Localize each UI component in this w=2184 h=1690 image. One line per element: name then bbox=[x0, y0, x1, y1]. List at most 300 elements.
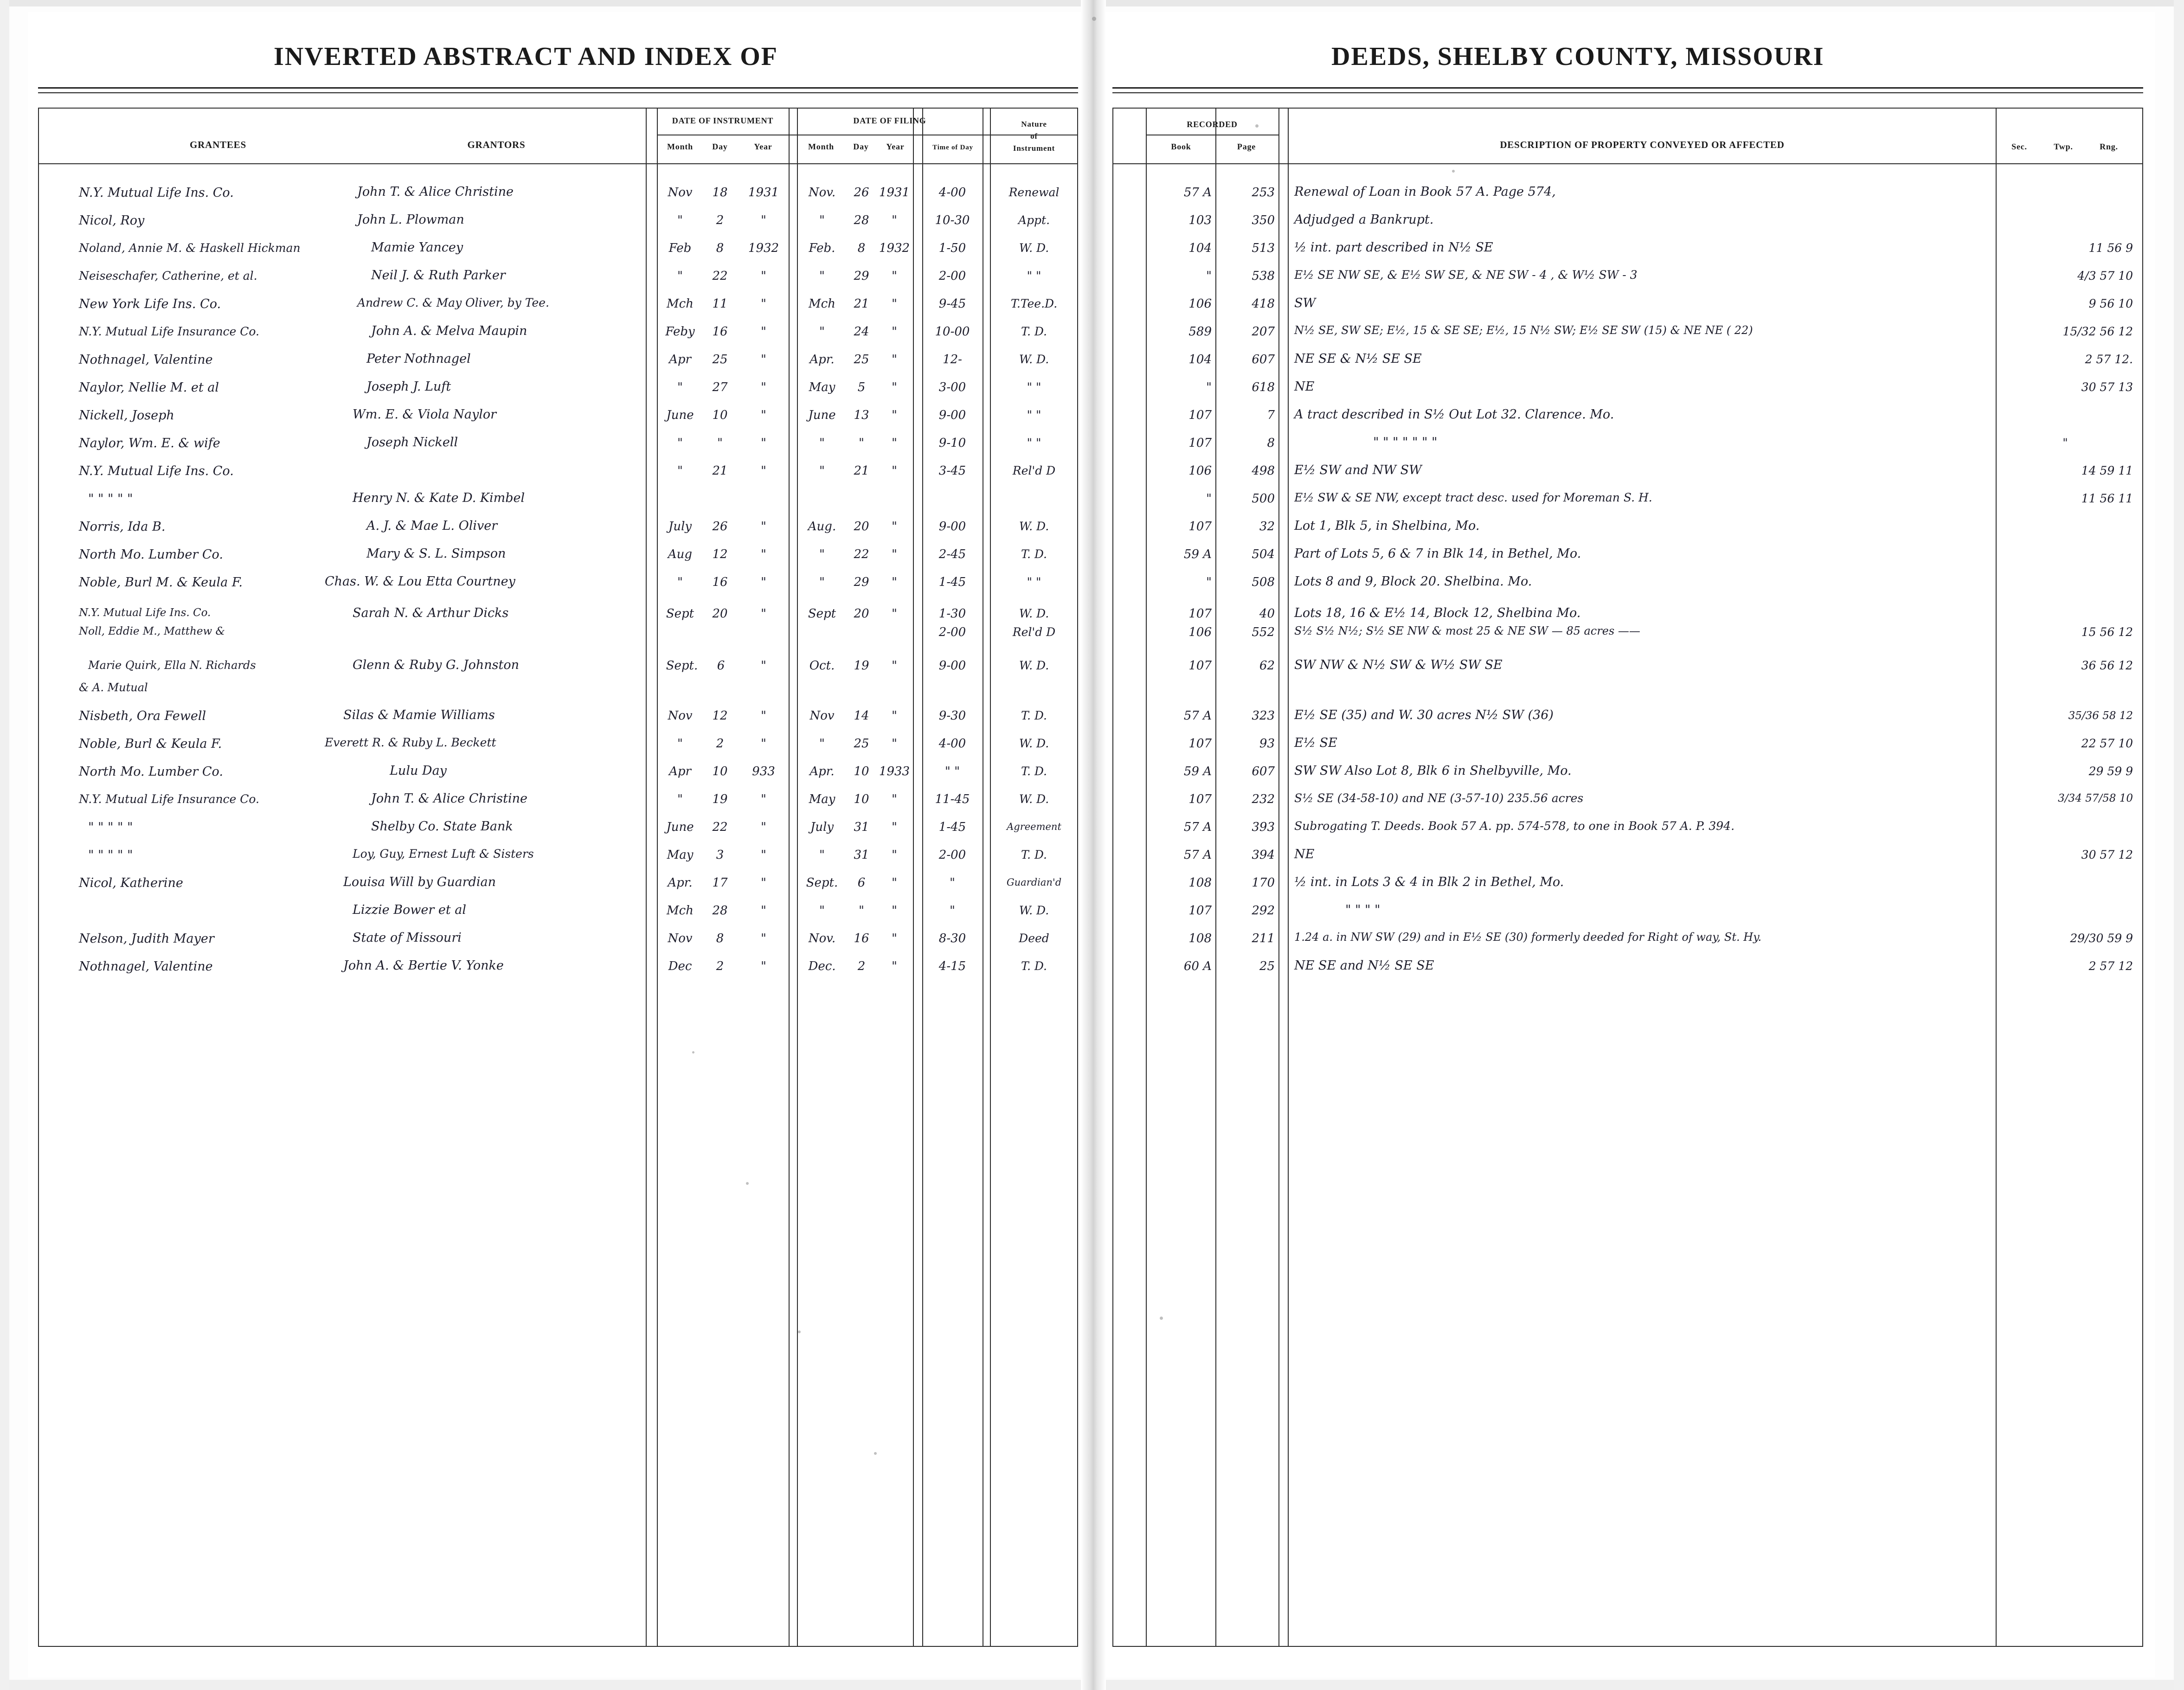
cell-nature: " " bbox=[1027, 269, 1041, 283]
cell-nature: Renewal bbox=[1008, 186, 1060, 199]
cell-description: S½ SE (34-58-10) and NE (3-57-10) 235.56 acres bbox=[1294, 791, 1584, 805]
cell-sec-twp-rng: 14 59 11 bbox=[2081, 464, 2133, 477]
title-rule-left-1 bbox=[38, 87, 1078, 89]
cell-instrument-month: " bbox=[677, 269, 683, 283]
cell-instrument-day: 8 bbox=[716, 932, 724, 945]
cell-nature: T. D. bbox=[1021, 848, 1047, 861]
rule-filing-start bbox=[797, 108, 798, 1647]
cell-instrument-month: Apr. bbox=[668, 876, 693, 890]
cell-filing-day: 8 bbox=[857, 241, 866, 255]
cell-instrument-month: Nov bbox=[668, 709, 693, 723]
cell-instrument-year: " bbox=[761, 408, 766, 422]
cell-book: 106 bbox=[1188, 625, 1212, 639]
cell-instrument-year: " bbox=[761, 932, 766, 945]
cell-filing-month: " bbox=[819, 547, 825, 561]
header-filing-month: Month bbox=[808, 142, 834, 151]
cell-description: N½ SE, SW SE; E½, 15 & SE SE; E½, 15 N½ SW; E½ SE SW (15) & NE NE ( 22) bbox=[1294, 324, 1753, 337]
header-grantees: GRANTEES bbox=[190, 139, 246, 150]
cell-time-of-day: 9-00 bbox=[938, 520, 966, 533]
cell-grantor: Louisa Will by Guardian bbox=[343, 875, 496, 889]
rule-right-header-bottom bbox=[1113, 163, 2142, 164]
cell-filing-day: " bbox=[859, 904, 864, 918]
cell-page: 211 bbox=[1252, 932, 1275, 945]
scan-edge-left bbox=[0, 0, 9, 1690]
cell-instrument-day: " bbox=[717, 436, 723, 450]
cell-instrument-month: Sept. bbox=[666, 659, 698, 673]
cell-description: NE SE & N½ SE SE bbox=[1294, 352, 1422, 366]
cell-grantor: Mamie Yancey bbox=[371, 240, 463, 255]
cell-filing-day: 10 bbox=[854, 765, 869, 778]
rule-description-start bbox=[1288, 108, 1289, 1647]
cell-sec-twp-rng: 22 57 10 bbox=[2081, 737, 2133, 750]
cell-instrument-year: " bbox=[761, 436, 766, 450]
cell-instrument-year: " bbox=[761, 709, 766, 723]
header-date-of-filing: DATE OF FILING bbox=[853, 116, 926, 125]
cell-grantee: Naylor, Nellie M. et al bbox=[79, 380, 219, 395]
cell-page: 323 bbox=[1252, 709, 1275, 723]
cell-page: 25 bbox=[1259, 959, 1275, 973]
cell-book: 106 bbox=[1188, 464, 1212, 478]
cell-sec-twp-rng: 36 56 12 bbox=[2081, 659, 2133, 672]
cell-book: 57 A bbox=[1183, 820, 1212, 834]
cell-filing-month: Aug. bbox=[808, 520, 836, 533]
cell-filing-year: " bbox=[892, 820, 897, 834]
cell-filing-month: May bbox=[809, 380, 835, 394]
cell-nature: T. D. bbox=[1021, 765, 1047, 778]
cell-instrument-month: Feby bbox=[665, 325, 695, 339]
cell-description: E½ SE (35) and W. 30 acres N½ SW (36) bbox=[1294, 708, 1554, 722]
cell-description: NE bbox=[1294, 847, 1315, 861]
cell-instrument-month: Nov bbox=[668, 932, 693, 945]
cell-nature: Appt. bbox=[1018, 213, 1050, 227]
cell-instrument-month: " bbox=[677, 737, 683, 751]
cell-filing-month: " bbox=[819, 575, 825, 589]
cell-time-of-day: " bbox=[950, 876, 955, 890]
cell-instrument-month: " bbox=[677, 213, 683, 227]
cell-description: " " " " bbox=[1345, 903, 1381, 917]
rule-header-bottom bbox=[39, 163, 1078, 164]
cell-instrument-day: 18 bbox=[712, 186, 728, 199]
cell-grantor: Henry N. & Kate D. Kimbel bbox=[353, 491, 525, 505]
cell-filing-day: 26 bbox=[854, 186, 869, 199]
cell-time-of-day: 4-00 bbox=[938, 186, 966, 199]
cell-instrument-year: " bbox=[761, 792, 766, 806]
cell-filing-month: Nov. bbox=[808, 932, 836, 945]
cell-filing-day: 21 bbox=[854, 464, 869, 478]
cell-grantee: Nothnagel, Valentine bbox=[79, 959, 213, 974]
header-nature-line1: Nature bbox=[1021, 120, 1047, 129]
cell-instrument-day: 2 bbox=[716, 737, 724, 751]
cell-description: Lot 1, Blk 5, in Shelbina, Mo. bbox=[1294, 519, 1480, 533]
cell-filing-year: " bbox=[892, 959, 897, 973]
cell-sec-twp-rng: 30 57 12 bbox=[2081, 848, 2133, 861]
cell-book: 106 bbox=[1188, 297, 1212, 311]
cell-filing-year: 1931 bbox=[879, 186, 910, 199]
cell-filing-day: 14 bbox=[854, 709, 869, 723]
cell-time-of-day: 2-00 bbox=[938, 848, 966, 862]
cell-filing-year: " bbox=[892, 709, 897, 723]
cell-nature: T. D. bbox=[1021, 709, 1047, 722]
cell-nature: W. D. bbox=[1019, 241, 1049, 255]
cell-filing-day: 31 bbox=[854, 820, 869, 834]
cell-filing-day: 13 bbox=[854, 408, 869, 422]
title-rule-right-2 bbox=[1112, 92, 2143, 93]
cell-time-of-day: 4-00 bbox=[938, 737, 966, 751]
cell-grantee: North Mo. Lumber Co. bbox=[79, 765, 223, 779]
cell-book: " bbox=[1206, 380, 1212, 394]
cell-page: 7 bbox=[1267, 408, 1275, 422]
cell-filing-year: 1932 bbox=[879, 241, 910, 255]
cell-instrument-day: 2 bbox=[716, 959, 724, 973]
cell-instrument-month: Sept bbox=[666, 607, 694, 621]
cell-time-of-day: 2-00 bbox=[938, 269, 966, 283]
cell-grantor: Peter Nothnagel bbox=[366, 352, 471, 366]
cell-page: 93 bbox=[1259, 737, 1275, 751]
cell-instrument-year: " bbox=[761, 464, 766, 478]
cell-nature: W. D. bbox=[1019, 904, 1049, 917]
cell-filing-year: " bbox=[892, 575, 897, 589]
cell-description: ½ int. in Lots 3 & 4 in Blk 2 in Bethel, Mo. bbox=[1294, 875, 1564, 889]
cell-nature: Rel'd D bbox=[1012, 464, 1056, 477]
cell-time-of-day: 1-45 bbox=[938, 820, 966, 834]
header-date-of-instrument: DATE OF INSTRUMENT bbox=[672, 116, 774, 125]
cell-instrument-month: " bbox=[677, 792, 683, 806]
cell-sec-twp-rng: 2 57 12. bbox=[2085, 353, 2133, 366]
cell-description: E½ SW & SE NW, except tract desc. used for Moreman S. H. bbox=[1294, 491, 1652, 504]
cell-grantor: Shelby Co. State Bank bbox=[371, 819, 513, 834]
cell-book: 57 A bbox=[1183, 848, 1212, 862]
cell-instrument-day: 22 bbox=[712, 269, 728, 283]
cell-book: 107 bbox=[1188, 607, 1212, 621]
rule-page-end bbox=[1278, 108, 1279, 1647]
header-instrument-day: Day bbox=[712, 142, 728, 151]
cell-nature: T. D. bbox=[1021, 959, 1047, 973]
cell-grantee: Noble, Burl & Keula F. bbox=[79, 737, 222, 751]
cell-instrument-month: Apr bbox=[669, 353, 691, 366]
cell-instrument-day: 28 bbox=[712, 904, 728, 918]
cell-filing-day: 10 bbox=[854, 792, 869, 806]
cell-grantee: Norris, Ida B. bbox=[79, 520, 166, 534]
cell-page: 418 bbox=[1252, 297, 1275, 311]
rule-instrument-end bbox=[789, 108, 790, 1647]
cell-filing-day: 6 bbox=[857, 876, 866, 890]
cell-nature: T. D. bbox=[1021, 325, 1047, 338]
cell-grantee: N.Y. Mutual Life Insurance Co. bbox=[79, 792, 259, 806]
cell-nature: W. D. bbox=[1019, 607, 1049, 620]
cell-filing-year: " bbox=[892, 464, 897, 478]
cell-instrument-month: Dec bbox=[668, 959, 692, 973]
cell-time-of-day: 10-30 bbox=[935, 213, 970, 227]
cell-instrument-year: " bbox=[761, 575, 766, 589]
cell-filing-year: " bbox=[892, 269, 897, 283]
cell-grantee: Nickell, Joseph bbox=[79, 408, 174, 423]
cell-sec-twp-rng: 2 57 12 bbox=[2088, 959, 2133, 973]
cell-book: 104 bbox=[1188, 241, 1212, 255]
cell-page: 500 bbox=[1252, 492, 1275, 506]
cell-filing-year: " bbox=[892, 547, 897, 561]
cell-page: 498 bbox=[1252, 464, 1275, 478]
cell-book: 59 A bbox=[1183, 547, 1212, 561]
cell-sec-twp-rng: 15/32 56 12 bbox=[2062, 325, 2133, 338]
cell-grantor: Lulu Day bbox=[390, 764, 447, 778]
cell-grantor: John T. & Alice Christine bbox=[357, 185, 514, 199]
cell-instrument-year: 1931 bbox=[748, 186, 779, 199]
cell-instrument-day: 26 bbox=[712, 520, 728, 533]
cell-book: " bbox=[1206, 269, 1212, 283]
cell-filing-month: Nov. bbox=[808, 186, 836, 199]
cell-filing-year: " bbox=[892, 792, 897, 806]
cell-instrument-day: 19 bbox=[712, 792, 728, 806]
cell-instrument-day: 27 bbox=[712, 380, 728, 394]
rule-book-end bbox=[1215, 108, 1216, 1647]
cell-filing-month: June bbox=[808, 408, 836, 422]
cell-description: E½ SE bbox=[1294, 736, 1337, 750]
cell-grantee: N.Y. Mutual Life Insurance Co. bbox=[79, 325, 259, 338]
cell-description: " " " " " " " bbox=[1373, 435, 1438, 450]
cell-time-of-day: 9-30 bbox=[938, 709, 966, 723]
cell-filing-day: 29 bbox=[854, 575, 869, 589]
cell-instrument-month: Nov bbox=[668, 186, 693, 199]
cell-description: Renewal of Loan in Book 57 A. Page 574, bbox=[1294, 185, 1556, 199]
cell-page: 393 bbox=[1252, 820, 1275, 834]
cell-sec-twp-rng: " bbox=[2062, 436, 2068, 450]
cell-nature: Agreement bbox=[1007, 821, 1061, 832]
cell-grantor: John A. & Bertie V. Yonke bbox=[343, 958, 504, 973]
cell-grantee: " " " " " bbox=[88, 848, 133, 862]
cell-instrument-year: " bbox=[761, 959, 766, 973]
cell-description: NE SE and N½ SE SE bbox=[1294, 958, 1434, 973]
cell-grantor: State of Missouri bbox=[353, 931, 462, 945]
cell-grantor: Loy, Guy, Ernest Luft & Sisters bbox=[353, 847, 534, 861]
cell-filing-day: " bbox=[859, 436, 864, 450]
cell-page: 607 bbox=[1252, 765, 1275, 778]
cell-filing-month: Sept. bbox=[806, 876, 838, 890]
cell-instrument-day: 16 bbox=[712, 575, 728, 589]
cell-book: 107 bbox=[1188, 737, 1212, 751]
cell-filing-year: " bbox=[892, 607, 897, 621]
cell-grantor: A. J. & Mae L. Oliver bbox=[366, 519, 498, 533]
cell-sec-twp-rng: 4/3 57 10 bbox=[2077, 269, 2133, 283]
cell-instrument-day: 17 bbox=[712, 876, 728, 890]
cell-nature: Deed bbox=[1019, 932, 1049, 945]
cell-sec-twp-rng: 11 56 11 bbox=[2081, 492, 2133, 505]
cell-instrument-month: Feb bbox=[668, 241, 692, 255]
cell-filing-month: Apr. bbox=[809, 353, 835, 366]
cell-page: 207 bbox=[1252, 325, 1275, 339]
cell-sec-twp-rng: 15 56 12 bbox=[2081, 625, 2133, 639]
book-gutter bbox=[1081, 0, 1106, 1690]
cell-book: 108 bbox=[1188, 876, 1212, 890]
cell-filing-month: Feb. bbox=[809, 241, 835, 255]
cell-filing-day: 22 bbox=[854, 547, 869, 561]
cell-page: 618 bbox=[1252, 380, 1275, 394]
cell-book: " bbox=[1206, 575, 1212, 589]
cell-filing-month: Oct. bbox=[809, 659, 835, 673]
cell-time-of-day: 9-00 bbox=[938, 408, 966, 422]
cell-time-of-day: " bbox=[950, 904, 955, 918]
cell-book: 107 bbox=[1188, 408, 1212, 422]
cell-instrument-year: " bbox=[761, 380, 766, 394]
cell-instrument-month: Mch bbox=[667, 297, 694, 311]
cell-grantee: Noland, Annie M. & Haskell Hickman bbox=[79, 241, 301, 255]
cell-nature: W. D. bbox=[1019, 520, 1049, 533]
cell-grantor: John T. & Alice Christine bbox=[371, 791, 528, 806]
cell-instrument-day: 10 bbox=[712, 765, 728, 778]
cell-page: 8 bbox=[1267, 436, 1275, 450]
cell-filing-year: " bbox=[892, 520, 897, 533]
cell-book: 108 bbox=[1188, 932, 1212, 945]
cell-instrument-month: " bbox=[677, 575, 683, 589]
cell-book: 57 A bbox=[1183, 709, 1212, 723]
cell-instrument-year: " bbox=[761, 213, 766, 227]
cell-grantee: N.Y. Mutual Life Ins. Co. bbox=[79, 464, 234, 478]
cell-description: E½ SW and NW SW bbox=[1294, 463, 1422, 477]
cell-filing-day: 19 bbox=[854, 659, 869, 673]
cell-instrument-month: Mch bbox=[667, 904, 694, 918]
cell-instrument-day: 20 bbox=[712, 607, 728, 621]
cell-instrument-month: " bbox=[677, 436, 683, 450]
cell-time-of-day: 1-50 bbox=[938, 241, 966, 255]
cell-description: ½ int. part described in N½ SE bbox=[1294, 240, 1493, 255]
cell-instrument-year: 1932 bbox=[748, 241, 779, 255]
cell-instrument-month: June bbox=[666, 820, 694, 834]
cell-filing-day: 21 bbox=[854, 297, 869, 311]
cell-filing-year: " bbox=[892, 904, 897, 918]
rule-description-end bbox=[1996, 108, 1997, 1647]
cell-page: 538 bbox=[1252, 269, 1275, 283]
cell-instrument-year: " bbox=[761, 353, 766, 366]
cell-book: 104 bbox=[1188, 353, 1212, 366]
cell-filing-month: May bbox=[809, 792, 835, 806]
cell-filing-year: " bbox=[892, 380, 897, 394]
cell-nature: W. D. bbox=[1019, 353, 1049, 366]
cell-filing-day: 25 bbox=[854, 353, 869, 366]
title-rule-right-1 bbox=[1112, 87, 2143, 89]
cell-filing-year: " bbox=[892, 848, 897, 862]
cell-filing-day: 16 bbox=[854, 932, 869, 945]
cell-description: E½ SE NW SE, & E½ SW SE, & NE SW - 4 , & W½ SW - 3 bbox=[1294, 268, 1638, 282]
cell-description: A tract described in S½ Out Lot 32. Clarence. Mo. bbox=[1294, 407, 1614, 422]
cell-grantor: Chas. W. & Lou Etta Courtney bbox=[325, 574, 515, 589]
rule-instrument-start bbox=[657, 108, 658, 1647]
cell-instrument-month: Apr bbox=[669, 765, 691, 778]
cell-instrument-day: 2 bbox=[716, 213, 724, 227]
cell-instrument-day: 12 bbox=[712, 709, 728, 723]
cell-time-of-day: 3-00 bbox=[938, 380, 966, 394]
cell-filing-year: " bbox=[892, 737, 897, 751]
cell-grantor: Joseph Nickell bbox=[366, 435, 458, 450]
cell-time-of-day: 1-30 bbox=[938, 607, 966, 621]
cell-instrument-year: " bbox=[761, 297, 766, 311]
cell-time-of-day: 12- bbox=[943, 353, 962, 366]
cell-instrument-day: 6 bbox=[717, 659, 725, 673]
cell-grantor: Everett R. & Ruby L. Beckett bbox=[325, 736, 496, 749]
rule-filing-day-end bbox=[913, 108, 914, 1647]
header-nature-line3: Instrument bbox=[1013, 144, 1055, 153]
cell-filing-year: 1933 bbox=[879, 765, 910, 778]
cell-instrument-month: July bbox=[668, 520, 692, 533]
cell-book: " bbox=[1206, 492, 1212, 506]
cell-instrument-day: 16 bbox=[712, 325, 728, 339]
cell-sec-twp-rng: 9 56 10 bbox=[2088, 297, 2133, 310]
cell-grantor: Sarah N. & Arthur Dicks bbox=[353, 606, 509, 620]
page-title-right: DEEDS, SHELBY COUNTY, MISSOURI bbox=[1331, 42, 1824, 71]
cell-instrument-day: 21 bbox=[712, 464, 728, 478]
cell-instrument-day: 3 bbox=[716, 848, 724, 862]
cell-sec-twp-rng: 11 56 9 bbox=[2088, 241, 2133, 255]
cell-time-of-day: 9-45 bbox=[938, 297, 966, 311]
cell-filing-year: " bbox=[892, 353, 897, 366]
cell-filing-month: " bbox=[819, 269, 825, 283]
cell-filing-day: 25 bbox=[854, 737, 869, 751]
cell-page: 62 bbox=[1259, 659, 1275, 673]
scan-edge-right bbox=[2174, 0, 2184, 1690]
cell-book: 59 A bbox=[1183, 765, 1212, 778]
cell-grantee: New York Life Ins. Co. bbox=[79, 297, 221, 311]
cell-instrument-year: " bbox=[761, 325, 766, 339]
cell-instrument-month: Aug bbox=[668, 547, 693, 561]
cell-grantor: Joseph J. Luft bbox=[366, 379, 451, 394]
cell-grantor: Silas & Mamie Williams bbox=[343, 708, 495, 722]
cell-instrument-year: " bbox=[761, 876, 766, 890]
cell-time-of-day: 11-45 bbox=[935, 792, 970, 806]
cell-sec-twp-rng: 3/34 57/58 10 bbox=[2058, 792, 2133, 804]
cell-description: Lots 8 and 9, Block 20. Shelbina. Mo. bbox=[1294, 574, 1532, 589]
header-instrument-year: Year bbox=[754, 142, 772, 151]
header-recorded: RECORDED bbox=[1187, 120, 1238, 129]
cell-page: 552 bbox=[1252, 625, 1275, 639]
header-filing-year: Year bbox=[886, 142, 905, 151]
cell-description: Subrogating T. Deeds. Book 57 A. pp. 574-578, to one in Book 57 A. P. 394. bbox=[1294, 819, 1735, 833]
cell-page: 607 bbox=[1252, 353, 1275, 366]
cell-grantor: John L. Plowman bbox=[357, 212, 464, 227]
cell-book: 107 bbox=[1188, 792, 1212, 806]
header-rng: Rng. bbox=[2100, 142, 2118, 151]
cell-nature: " " bbox=[1027, 380, 1041, 394]
header-grantors: GRANTORS bbox=[467, 139, 526, 150]
cell-grantee: Nicol, Katherine bbox=[79, 876, 183, 890]
cell-time-of-day: 4-15 bbox=[938, 959, 966, 973]
cell-page: 292 bbox=[1252, 904, 1275, 918]
cell-instrument-year: " bbox=[761, 659, 766, 673]
cell-grantor: John A. & Melva Maupin bbox=[371, 324, 527, 338]
cell-time-of-day: 2-45 bbox=[938, 547, 966, 561]
cell-description: Adjudged a Bankrupt. bbox=[1294, 212, 1434, 227]
cell-filing-month: Apr. bbox=[809, 765, 835, 778]
cell-filing-day: 5 bbox=[857, 380, 866, 394]
cell-filing-day: 29 bbox=[854, 269, 869, 283]
cell-instrument-day: 25 bbox=[712, 353, 728, 366]
cell-filing-day: 20 bbox=[854, 607, 869, 621]
cell-time-of-day: " " bbox=[944, 765, 960, 778]
cell-grantor: Neil J. & Ruth Parker bbox=[371, 268, 506, 283]
cell-grantee: " " " " " bbox=[88, 820, 133, 835]
header-filing-day: Day bbox=[853, 142, 869, 151]
cell-grantor: Wm. E. & Viola Naylor bbox=[353, 407, 497, 422]
cell-description: 1.24 a. in NW SW (29) and in E½ SE (30) formerly deeded for Right of way, St. Hy. bbox=[1294, 931, 1762, 944]
cell-nature: " " bbox=[1027, 408, 1041, 422]
cell-instrument-year: " bbox=[761, 904, 766, 918]
cell-filing-day: 24 bbox=[854, 325, 869, 339]
cell-description: S½ S½ N½; S½ SE NW & most 25 & NE SW — 85 acres —— bbox=[1294, 624, 1640, 637]
cell-filing-month: Nov bbox=[809, 709, 835, 723]
cell-book: 107 bbox=[1188, 436, 1212, 450]
cell-filing-month: " bbox=[819, 213, 825, 227]
cell-filing-year: " bbox=[892, 408, 897, 422]
header-description: DESCRIPTION OF PROPERTY CONVEYED OR AFFECTED bbox=[1500, 139, 1785, 150]
cell-filing-month: Dec. bbox=[808, 959, 836, 973]
cell-book: 57 A bbox=[1183, 186, 1212, 199]
